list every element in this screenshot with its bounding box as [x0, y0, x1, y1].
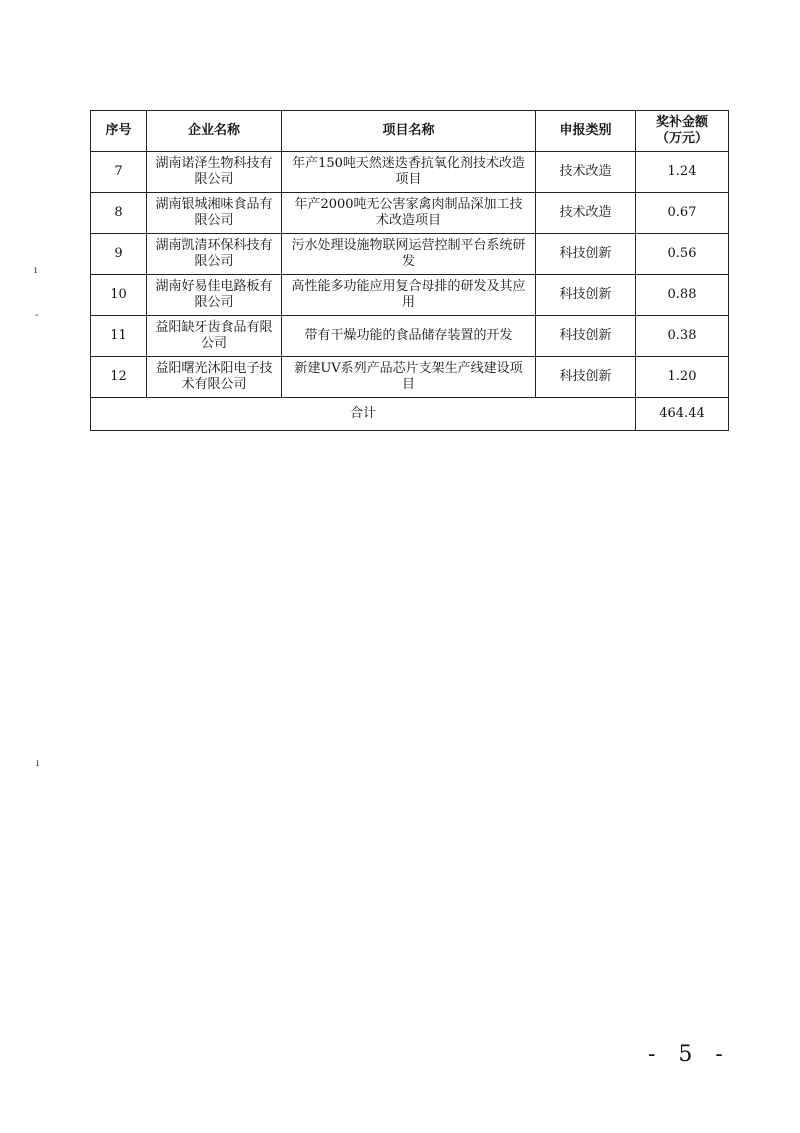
cell-amount: 0.67: [636, 193, 729, 234]
cell-amount: 1.20: [636, 357, 729, 398]
cell-amount: 0.38: [636, 316, 729, 357]
table-row: [91, 193, 729, 234]
cell-no: 10: [91, 275, 147, 316]
cell-project: 新建UV系列产品芯片支架生产线建设项目: [282, 357, 536, 398]
table-row: [91, 275, 729, 316]
cell-category: 科技创新: [536, 357, 636, 398]
cell-company: 湖南诺泽生物科技有限公司: [147, 152, 282, 193]
table-row: [91, 234, 729, 275]
cell-project: 带有干燥功能的食品储存装置的开发: [282, 316, 536, 357]
cell-category: 技术改造: [536, 152, 636, 193]
table-row: [91, 357, 729, 398]
cell-amount: 0.88: [636, 275, 729, 316]
table-row: [91, 316, 729, 357]
table-header-row: [91, 111, 729, 152]
header-company: 企业名称: [147, 111, 282, 152]
scan-mark: -: [35, 310, 39, 321]
cell-category: 科技创新: [536, 316, 636, 357]
cell-company: 湖南好易佳电路板有限公司: [147, 275, 282, 316]
header-no: 序号: [91, 111, 147, 152]
header-category: 申报类别: [536, 111, 636, 152]
cell-category: 技术改造: [536, 193, 636, 234]
cell-amount: 0.56: [636, 234, 729, 275]
cell-amount: 1.24: [636, 152, 729, 193]
cell-no: 11: [91, 316, 147, 357]
cell-project: 年产150吨天然迷迭香抗氧化剂技术改造项目: [282, 152, 536, 193]
header-amount: 奖补金额 （万元）: [636, 111, 729, 152]
page-number: - 5 -: [648, 1042, 731, 1067]
cell-company: 益阳缺牙齿食品有限公司: [147, 316, 282, 357]
total-amount: 464.44: [636, 398, 729, 431]
cell-no: 7: [91, 152, 147, 193]
cell-category: 科技创新: [536, 234, 636, 275]
cell-project: 高性能多功能应用复合母排的研发及其应用: [282, 275, 536, 316]
cell-project: 污水处理设施物联网运营控制平台系统研发: [282, 234, 536, 275]
subsidy-table: [90, 110, 729, 431]
cell-category: 科技创新: [536, 275, 636, 316]
table-row: [91, 152, 729, 193]
cell-company: 湖南银城湘味食品有限公司: [147, 193, 282, 234]
total-row: [91, 398, 729, 431]
cell-project: 年产2000吨无公害家禽肉制品深加工技术改造项目: [282, 193, 536, 234]
cell-no: 12: [91, 357, 147, 398]
cell-no: 8: [91, 193, 147, 234]
scan-mark: ı: [36, 758, 40, 769]
total-label: 合计: [91, 398, 636, 431]
cell-company: 湖南凯清环保科技有限公司: [147, 234, 282, 275]
scan-mark: ı: [34, 265, 38, 276]
cell-company: 益阳曙光沐阳电子技术有限公司: [147, 357, 282, 398]
cell-no: 9: [91, 234, 147, 275]
header-project: 项目名称: [282, 111, 536, 152]
